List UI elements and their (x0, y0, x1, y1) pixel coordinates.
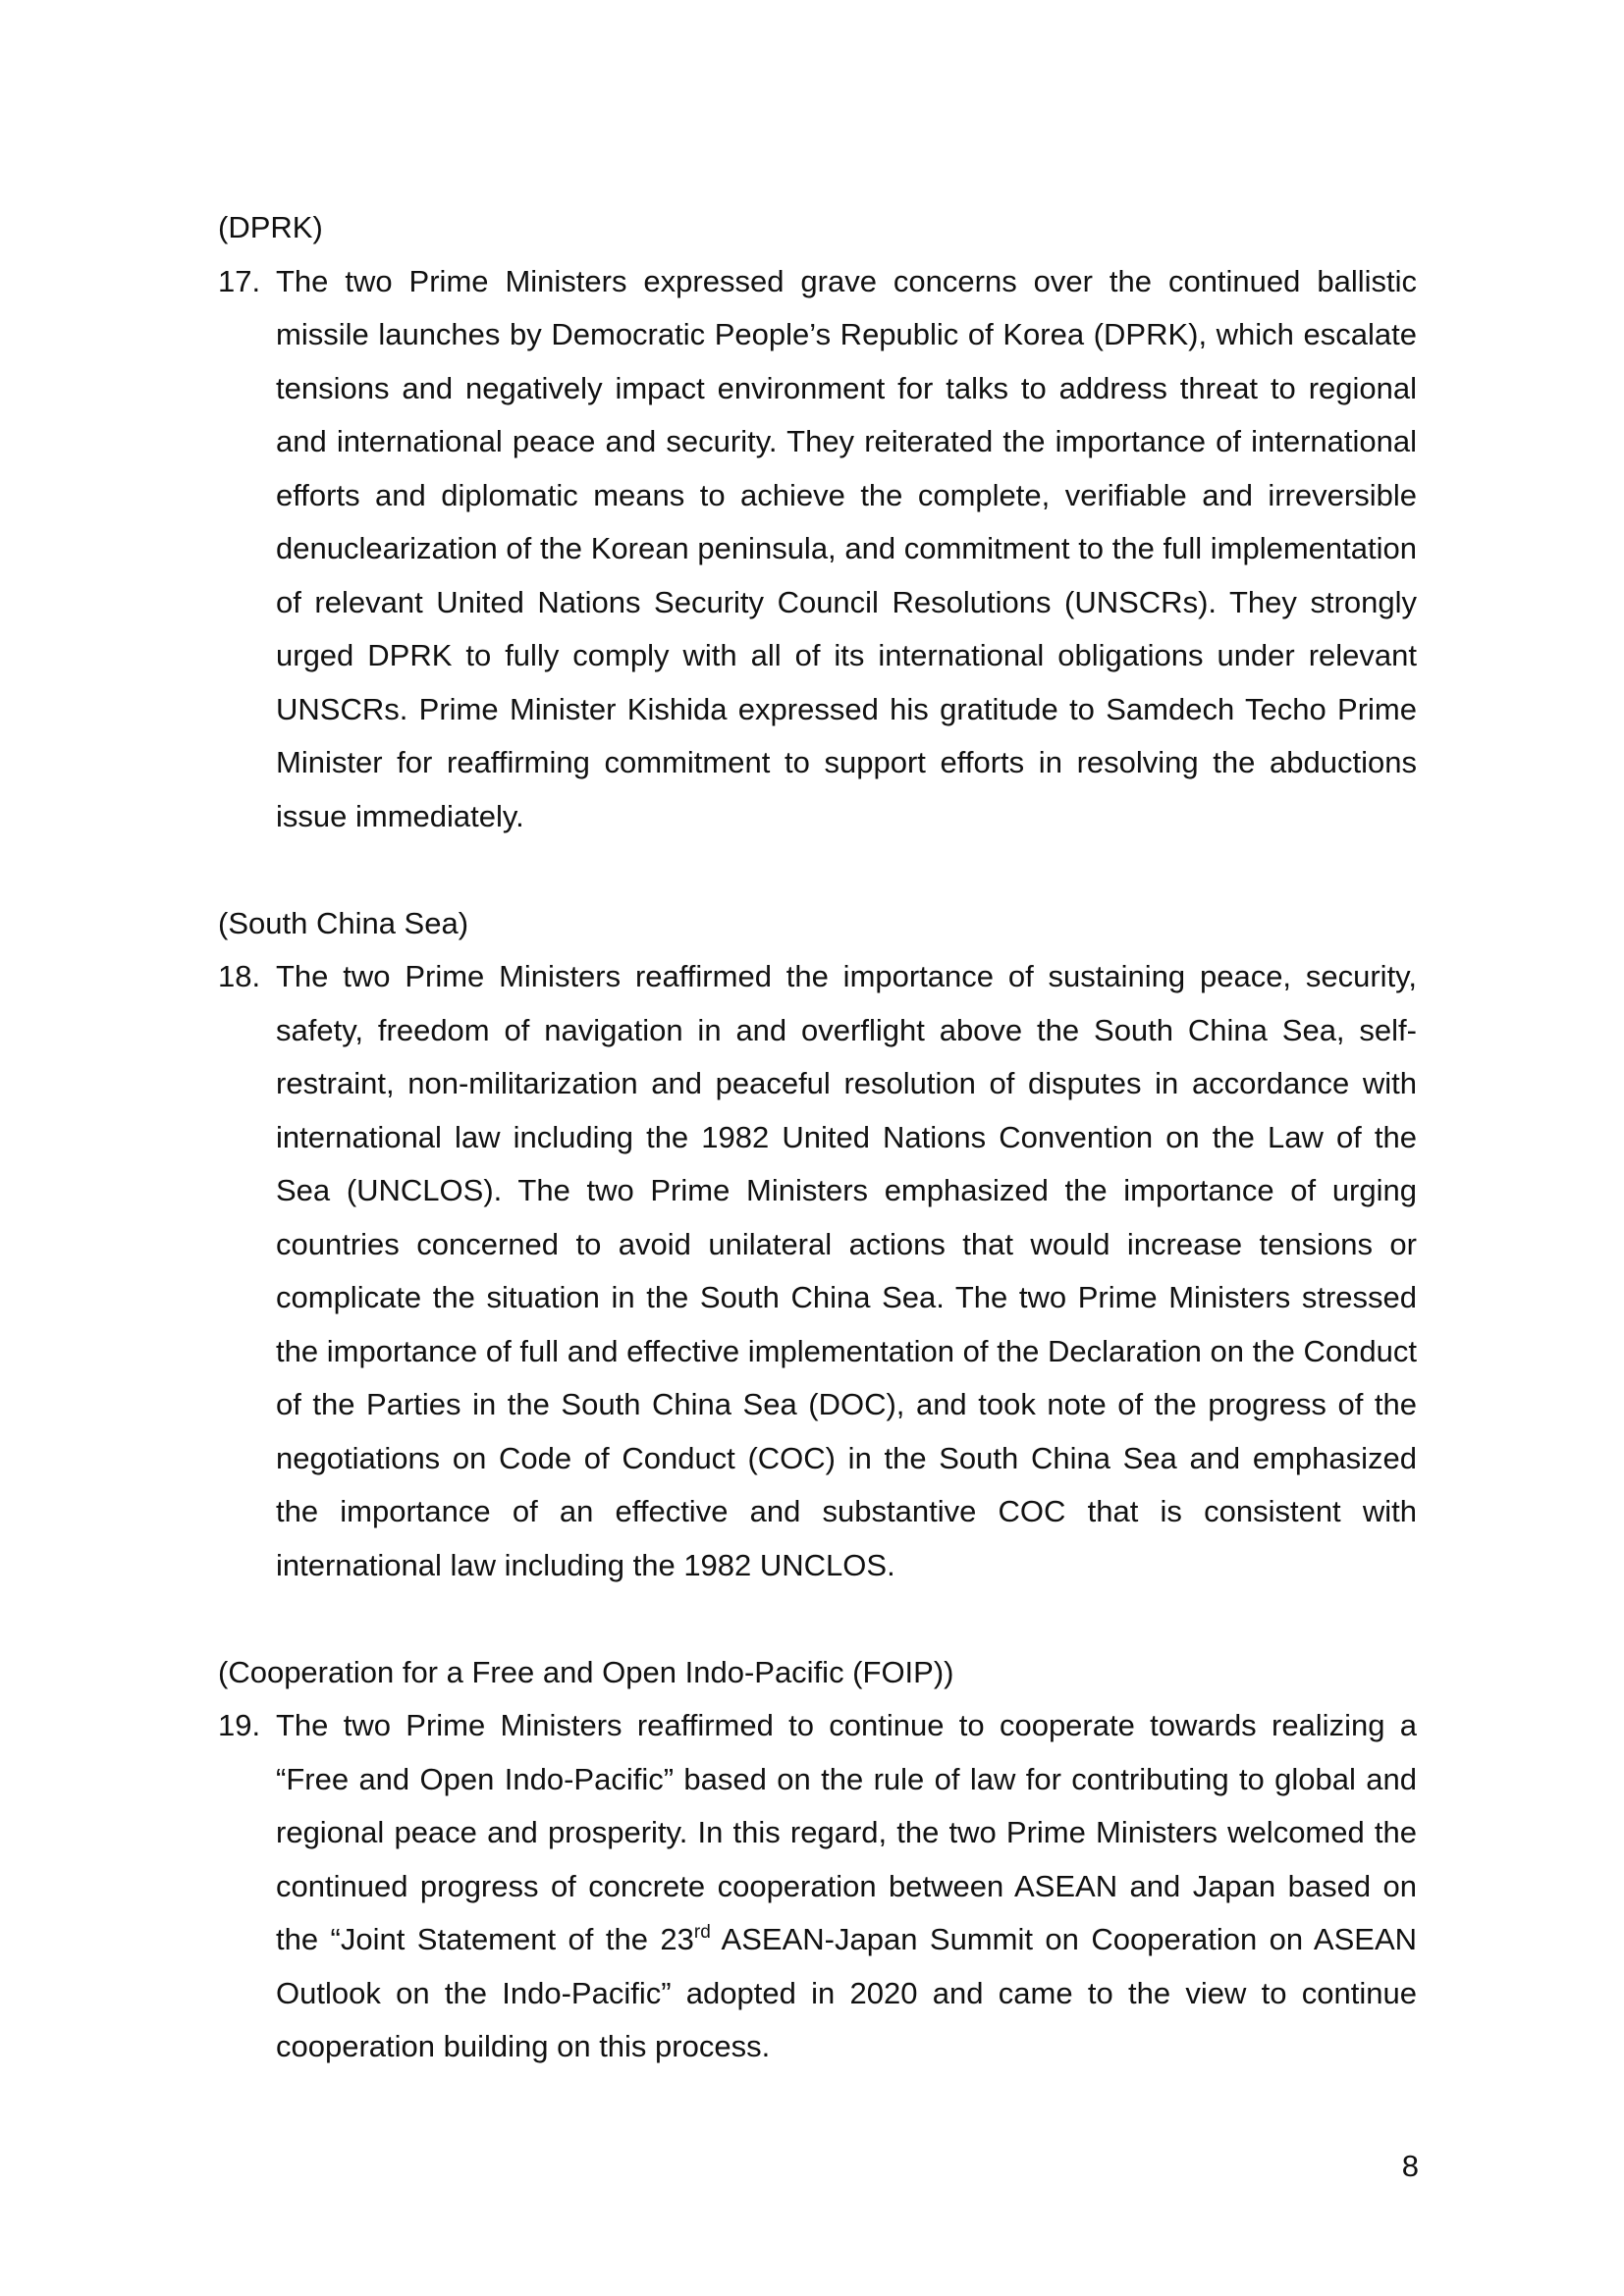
section-south-china-sea (218, 897, 1417, 1593)
paragraph-text: The two Prime Ministers expressed grave concerns over the continued ballistic missile launches by Democratic People’s Republic of Korea (DPRK), which escalate tensions and negatively impact environment for talks to address threat to regional and international peace and security. They reiterated the importance of international efforts and diplomatic means to achieve the complete, verifiable and irreversible denuclearization of the Korean peninsula, and commitment to the full implementation of relevant United Nations Security Council Resolutions (UNSCRs). They strongly urged DPRK to fully comply with all of its international obligations under relevant UNSCRs. Prime Minister Kishida expressed his gratitude to Samdech Techo Prime Minister for reaffirming commitment to support efforts in resolving the abductions issue immediately. (276, 263, 1417, 833)
paragraph-18 (218, 950, 1417, 1592)
section-spacer (218, 843, 1417, 897)
paragraph-text (276, 1699, 1426, 2074)
section-foip (218, 1646, 1426, 2074)
section-dprk (218, 201, 1417, 843)
page-number: 8 (1401, 2149, 1419, 2183)
paragraph-number: 19. (218, 1708, 261, 1742)
paragraph-text-part: ASEAN-Japan Summit on Cooperation on ASEAN Outlook on the Indo-Pacific” adopted in 2020 and came to the view to continue cooperation building on this process. (276, 1922, 1426, 2063)
paragraph-text-part: The two Prime Ministers reaffirmed to continue to cooperate towards realizing a “Free and Open Indo-Pacific” based on the rule of law for contributing to global and regional peace and prosperity. In this regard, the two Prime Ministers welcomed the continued progress of concrete cooperation between ASEAN and Japan based on the “Joint Statement of the 23 (276, 1708, 1426, 1956)
paragraph-text: The two Prime Ministers reaffirmed the importance of sustaining peace, security, safety, freedom of navigation in and overflight above the South China Sea, self-restraint, non-militarization and peaceful resolution of disputes in accordance with international law including the 1982 United Nations Convention on the Law of the Sea (UNCLOS). The two Prime Ministers emphasized the importance of urging countries concerned to avoid unilateral actions that would increase tensions or complicate the situation in the South China Sea. The two Prime Ministers stressed the importance of full and effective implementation of the Declaration on the Conduct of the Parties in the South China Sea (DOC), and took note of the progress of the negotiations on Code of Conduct (COC) in the South China Sea and emphasized the importance of an effective and substantive COC that is consistent with international law including the 1982 UNCLOS. (276, 959, 1417, 1582)
paragraph-number: 18. (218, 959, 261, 993)
ordinal-superscript: rd (693, 1922, 711, 1943)
paragraph-number: 17. (218, 263, 261, 298)
paragraph-19 (218, 1699, 1426, 2074)
paragraph-17 (218, 255, 1417, 844)
section-heading: (DPRK) (218, 210, 323, 244)
section-heading: (South China Sea) (218, 905, 469, 940)
section-spacer (218, 1592, 1417, 1646)
section-heading: (Cooperation for a Free and Open Indo-Pacific (FOIP)) (218, 1654, 954, 1689)
document-body (218, 201, 1426, 2074)
